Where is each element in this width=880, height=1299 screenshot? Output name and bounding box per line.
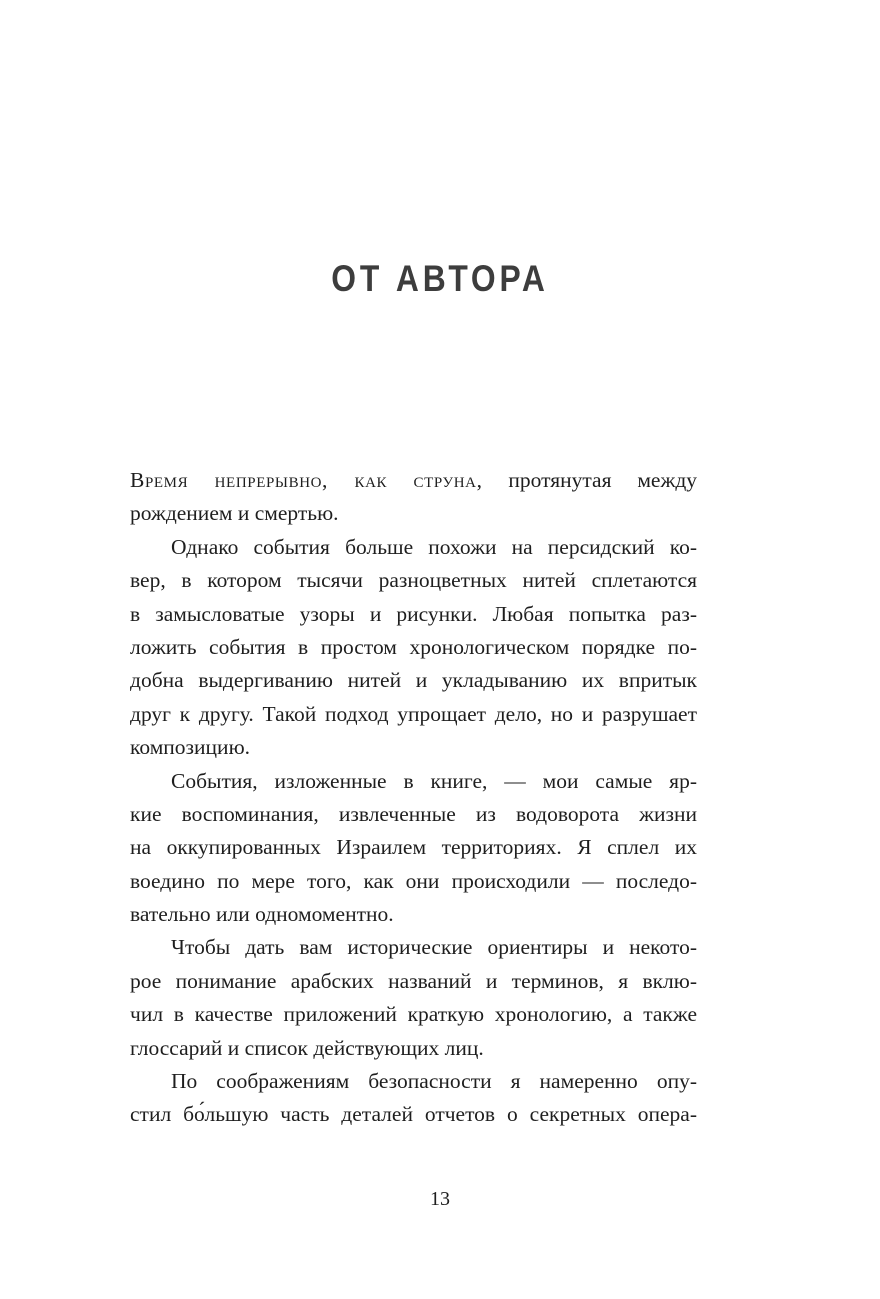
text-line: добна выдергиванию нитей и укладыванию их впритык xyxy=(130,668,697,693)
text-line: чил в качестве приложений краткую хронологию, а также xyxy=(130,1002,697,1027)
lead-in-smallcaps: Время непрерывно, как струна, xyxy=(130,468,483,492)
body-text xyxy=(130,464,697,1132)
text-line: стил бо́льшую часть деталей отчетов о секретных опера- xyxy=(130,1102,697,1127)
text-line: Однако события больше похожи на персидский ко- xyxy=(171,534,697,559)
text-line: События, изложенные в книге, — мои самые яр- xyxy=(171,768,697,793)
chapter-title: ОТ АВТОРА xyxy=(331,258,549,299)
text-line xyxy=(130,464,697,497)
text-line: в замысловатые узоры и рисунки. Любая попытка раз- xyxy=(130,601,697,626)
page-number: 13 xyxy=(430,1188,450,1210)
text-line: глоссарий и список действующих лиц. xyxy=(130,1035,484,1060)
text-line: ложить события в простом хронологическом порядке по- xyxy=(130,634,697,659)
text-line: на оккупированных Израилем территориях. Я сплел их xyxy=(130,835,697,860)
text-line: По соображениям безопасности я намеренно опу- xyxy=(171,1069,697,1094)
text-line: Чтобы дать вам исторические ориентиры и некото- xyxy=(171,935,697,960)
text-line: вер, в котором тысячи разноцветных нитей сплетаются xyxy=(130,568,697,593)
line-text: протянутая между xyxy=(482,468,698,492)
text-line: друг к другу. Такой подход упрощает дело, но и разрушает xyxy=(130,701,697,726)
text-line: композицию. xyxy=(130,735,251,760)
text-line: вательно или одномоментно. xyxy=(130,902,394,927)
text-line: рождением и смертью. xyxy=(130,501,339,526)
text-line: рое понимание арабских названий и терминов, я вклю- xyxy=(130,968,697,993)
text-line: воедино по мере того, как они происходили — последо- xyxy=(130,868,697,893)
text-line: кие воспоминания, извлеченные из водоворота жизни xyxy=(130,801,697,826)
